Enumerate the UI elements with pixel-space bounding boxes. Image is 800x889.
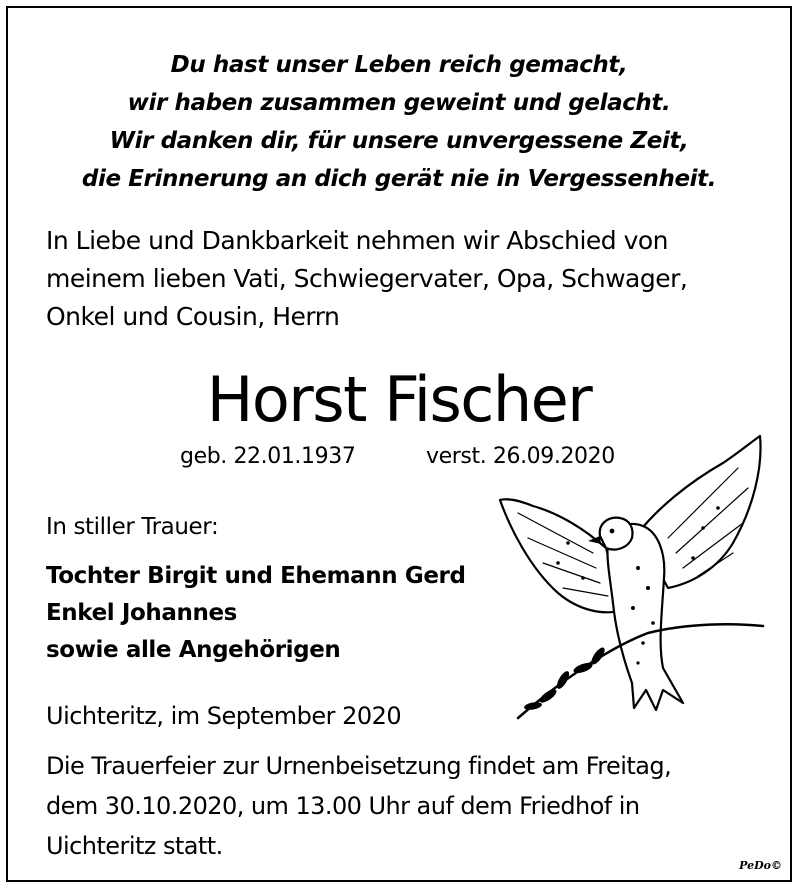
deceased-name: Horst Fischer — [206, 363, 592, 436]
intro-line: In Liebe und Dankbarkeit nehmen wir Abschied von — [46, 226, 669, 255]
mourning-label: In stiller Trauer: — [46, 514, 219, 540]
memorial-verse — [8, 46, 790, 198]
obituary-notice — [6, 6, 792, 882]
birth-date: geb. 22.01.1937 — [180, 444, 356, 469]
ceremony-line: dem 30.10.2020, um 13.00 Uhr auf dem Friedhof in — [46, 792, 640, 820]
intro-line: meinem lieben Vati, Schwiegervater, Opa, Schwager, — [46, 264, 688, 293]
place-and-date: Uichteritz, im September 2020 — [46, 702, 402, 730]
intro-line: Onkel und Cousin, Herrn — [46, 302, 340, 331]
mourner-item: Tochter Birgit und Ehemann Gerd — [46, 563, 466, 589]
death-date: verst. 26.09.2020 — [426, 444, 615, 469]
mourner-item: Enkel Johannes — [46, 600, 237, 626]
farewell-intro — [46, 222, 687, 336]
verse-line: wir haben zusammen geweint und gelacht. — [127, 90, 671, 116]
verse-line: Wir danken dir, für unsere unvergessene Zeit, — [109, 128, 689, 154]
ceremony-notice — [46, 746, 671, 866]
ceremony-line: Uichteritz statt. — [46, 832, 223, 860]
ceremony-line: Die Trauerfeier zur Urnenbeisetzung findet am Freitag, — [46, 752, 672, 780]
mourners-list — [46, 558, 466, 669]
verse-line: die Erinnerung an dich gerät nie in Vergessenheit. — [81, 166, 717, 192]
mourner-item: sowie alle Angehörigen — [46, 637, 341, 663]
verse-line: Du hast unser Leben reich gemacht, — [170, 52, 628, 78]
publisher-signature: PeDo© — [739, 859, 782, 872]
dove-with-olive-branch-icon — [488, 428, 778, 728]
